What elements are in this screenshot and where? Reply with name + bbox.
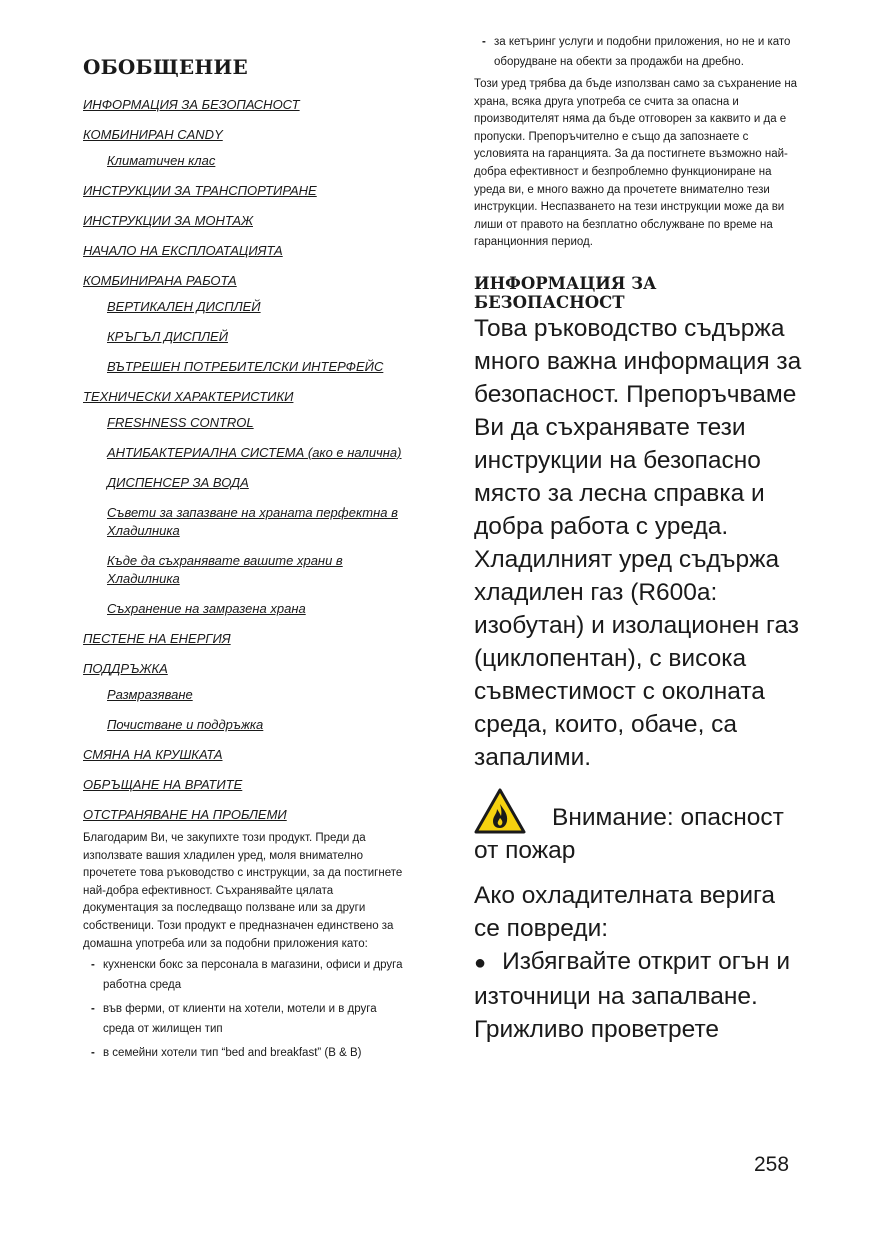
list-item <box>83 1043 403 1063</box>
warning-label-cont: от пожар <box>474 836 576 864</box>
toc-item[interactable]: КРЪГЪЛ ДИСПЛЕЙ <box>107 329 229 344</box>
safety-paragraph: Това ръководство съдържа много важна информация за безопасност. Препоръчваме Ви да съхранявате тези инструкции на безопасно място за лесна справка и добра работа с уреда. Хладилният уред съдържа хладилен газ (R600a: изобутан) и изолационен газ (циклопентан), с висока съвместимост с околната среда, които, обаче, са запалими. <box>474 314 802 771</box>
warning-label: Внимание: опасност <box>552 803 784 831</box>
list-item-text: във ферми, от клиенти на хотели, мотели и в друга среда от жилищен тип <box>103 1003 377 1036</box>
toc-item[interactable]: ВЕРТИКАЛЕН ДИСПЛЕЙ <box>107 299 261 314</box>
fire-bullet <box>474 945 804 1046</box>
toc-item[interactable]: Почистване и поддръжка <box>107 717 264 732</box>
toc-item[interactable]: ТЕХНИЧЕСКИ ХАРАКТЕРИСТИКИ <box>83 389 294 404</box>
list-item <box>474 32 804 72</box>
toc-item[interactable]: ИНФОРМАЦИЯ ЗА БЕЗОПАСНОСТ <box>83 97 300 112</box>
list-item-text: за кетъринг услуги и подобни приложения, но не и като оборудване на обекти за продажби на дребно. <box>494 36 791 68</box>
page-number: 258 <box>754 1153 790 1176</box>
toc-item[interactable]: Размразяване <box>107 687 193 702</box>
toc-item[interactable]: Съхранение на замразена храна <box>107 601 306 616</box>
list-item <box>83 955 403 995</box>
toc-item[interactable]: ВЪТРЕШЕН ПОТРЕБИТЕЛСКИ ИНТЕРФЕЙС <box>107 359 384 374</box>
safety-section-title: ИНФОРМАЦИЯ ЗА БЕЗОПАСНОСТ <box>474 273 657 312</box>
list-item-text: в семейни хотели тип “bed and breakfast” (B & B) <box>103 1047 362 1060</box>
toc-item[interactable]: ИНСТРУКЦИИ ЗА МОНТАЖ <box>83 213 253 228</box>
right-column <box>474 32 804 1046</box>
toc-item[interactable]: НАЧАЛО НА ЕКСПЛОАТАЦИЯТА <box>83 243 283 258</box>
usage-list-continued <box>474 32 804 72</box>
toc-item[interactable]: Климатичен клас <box>107 153 216 168</box>
usage-paragraph: Този уред трябва да бъде използван само за съхранение на храна, всяка друга употреба се счита за опасна и производителят няма да бъде отговорен за каквито и да е пропуски. Препоръчително е също да запознаете с условията на гаранцията. За да постигнете възможно най-добра ефективност и безпроблемно функциониране на уреда ви, е много важно да прочетете внимателно тези инструкции. Неспазването на тези инструкции може да ви лиши от правото на безплатно обслужване по време на гаранционния период. <box>474 78 798 249</box>
usage-list <box>83 955 403 1063</box>
toc-item[interactable]: КОМБИНИРАН CANDY <box>83 127 223 142</box>
intro-paragraph: Благодарим Ви, че закупихте този продукт. Преди да използвате вашия хладилен уред, моля внимателно прочетете това ръководство с инструкции, за да постигнете най-добра ефективност. Съхранявайте цялата документация за последващо ползване или за други собственици. Този продукт е предназначен единствено за домашна употреба или за подобни приложения като: <box>83 832 403 950</box>
toc-item[interactable]: FRESHNESS CONTROL <box>107 415 254 430</box>
toc-item[interactable]: ПОДДРЪЖКА <box>83 661 168 676</box>
toc-item[interactable]: КОМБИНИРАНА РАБОТА <box>83 273 237 288</box>
summary-title: ОБОБЩЕНИЕ <box>83 55 248 79</box>
damage-paragraph: Ако охладителната верига се повреди: <box>474 881 776 942</box>
fire-bullet-text: Избягвайте открит огън и източници на запалване. Грижливо проветрете <box>474 947 791 1043</box>
table-of-contents <box>83 96 403 824</box>
toc-item[interactable]: ДИСПЕНСЕР ЗА ВОДА <box>107 475 249 490</box>
dash-bullet: - <box>91 959 95 972</box>
dash-bullet: - <box>482 36 486 48</box>
list-item-text: кухненски бокс за персонала в магазини, офиси и друга работна среда <box>103 959 403 992</box>
toc-item[interactable]: ПЕСТЕНЕ НА ЕНЕРГИЯ <box>83 631 231 646</box>
toc-item[interactable]: АНТИБАКТЕРИАЛНА СИСТЕМА (ако е налична) <box>107 445 402 460</box>
list-item <box>83 999 403 1039</box>
fire-warning <box>474 788 804 834</box>
toc-item[interactable]: Къде да съхранявате вашите храни в Хладилника <box>107 553 343 586</box>
toc-item[interactable]: СМЯНА НА КРУШКАТА <box>83 747 223 762</box>
toc-item[interactable]: ОТСТРАНЯВАНЕ НА ПРОБЛЕМИ <box>83 807 287 822</box>
toc-item[interactable]: ОБРЪЩАНЕ НА ВРАТИТЕ <box>83 777 243 792</box>
left-column <box>83 55 403 1067</box>
toc-item[interactable]: Съвети за запазване на храната перфектна в Хладилника <box>107 505 398 538</box>
flammable-warning-icon <box>474 788 526 834</box>
dot-bullet-icon: ● <box>474 951 487 974</box>
dash-bullet: - <box>91 1047 95 1060</box>
dash-bullet: - <box>91 1003 95 1016</box>
toc-item[interactable]: ИНСТРУКЦИИ ЗА ТРАНСПОРТИРАНЕ <box>83 183 317 198</box>
